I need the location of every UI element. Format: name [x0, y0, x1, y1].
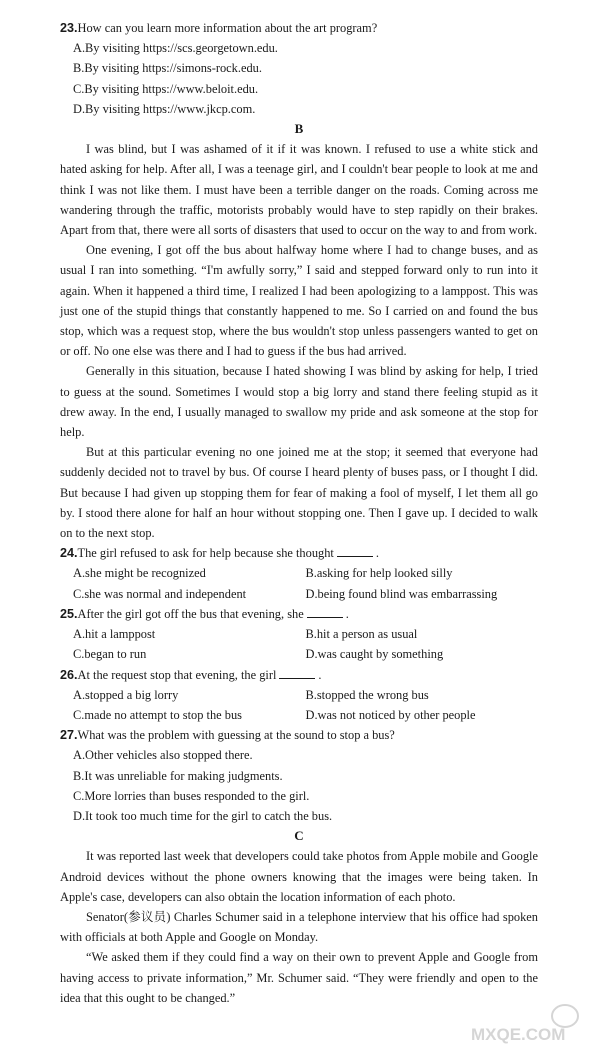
option-c: C.By visiting https://www.beloit.edu.	[73, 81, 259, 96]
answer-blank	[307, 607, 343, 618]
question-text: How can you learn more information about the art program?	[77, 21, 378, 35]
passage-b	[60, 139, 538, 543]
paragraph: Senator(参议员) Charles Schumer said in a telephone interview that his office had spoken with officials at both Apple and Google on Monday.	[60, 909, 538, 945]
paragraph: One evening, I got off the bus about halfway home where I had to change buses, and as usual I ran into something. “I'm awfully sorry,” I said and stepped forward only to run into it again. When it happened a third time, I realized I had been apologizing to a lamppost. This was just one of the stupid things that constantly happened to me. So I carried on and found the bus stop, which was a request stop, where the bus wouldn't stop unless passengers wanted to get on or off. No one else was there and I had to guess if the bus had arrived.	[60, 243, 538, 359]
option-b: B.stopped the wrong bus	[305, 687, 429, 702]
paragraph: It was reported last week that developers could take photos from Apple mobile and Google Android devices without the phone owners knowing that the images were being taken. In Apple's case, developers can also obtain the location information of each photo.	[60, 849, 538, 904]
option-a: A.hit a lamppost	[73, 627, 156, 642]
option-a: A.she might be recognized	[73, 566, 206, 581]
watermark-text: MXQE.COM	[471, 1025, 566, 1044]
option-b: B.asking for help looked silly	[305, 566, 453, 581]
option-b: B.hit a person as usual	[305, 627, 418, 642]
option-c: C.she was normal and independent	[73, 586, 247, 601]
question-text: After the girl got off the bus that evening, she	[77, 606, 304, 621]
option-d: D.It took too much time for the girl to catch the bus.	[73, 808, 333, 823]
option-row	[60, 705, 538, 725]
question-number: 24.	[60, 546, 78, 561]
section-title-b: B	[294, 121, 304, 137]
watermark-logo-icon	[467, 1002, 587, 1046]
paragraph: “We asked them if they could find a way on their own to prevent Apple and Google from having access to private information,” Mr. Schumer said. “They were friendly and open to the idea that this ought to be changed.”	[60, 950, 538, 1005]
option-row	[60, 624, 538, 644]
option-b: B.By visiting https://simons-rock.edu.	[73, 61, 262, 76]
option-row	[60, 584, 538, 604]
question-25	[60, 604, 538, 665]
option-d: D.By visiting https://www.jkcp.com.	[73, 101, 256, 116]
option-c: C.More lorries than buses responded to the girl.	[73, 788, 310, 803]
option-d: D.was not noticed by other people	[305, 707, 476, 722]
question-24	[60, 543, 538, 604]
paragraph: Generally in this situation, because I hated showing I was blind by asking for help, I tried to guess at the sound. Sometimes I would stop a big lorry and stand there feeling stupid as it drew away. In the end, I usually managed to swallow my pride and ask someone at the stop for help.	[60, 364, 538, 440]
option-b: B.It was unreliable for making judgments.	[73, 768, 283, 783]
paragraph: But at this particular evening no one joined me at the stop; it seemed that everyone had suddenly decided not to travel by bus. Of course I heard plenty of buses pass, or I thought I did. But because I had given up stopping them for fear of making a fool of myself, I let them all go by. I stood there alone for half an hour without stopping one. Then I gave up. I decided to walk on to the next stop.	[60, 445, 538, 541]
question-text-end: .	[345, 606, 349, 621]
question-number: 25.	[60, 606, 78, 621]
option-row	[60, 563, 538, 583]
question-stem	[60, 18, 538, 38]
question-27	[60, 725, 538, 826]
option-a: A.Other vehicles also stopped there.	[73, 748, 253, 763]
option-row	[60, 685, 538, 705]
question-text: At the request stop that evening, the girl	[77, 667, 277, 682]
option-a: A.stopped a big lorry	[73, 687, 179, 702]
question-text-end: .	[318, 667, 322, 682]
question-stem	[60, 604, 538, 624]
answer-blank	[279, 668, 315, 679]
question-text-end: .	[375, 546, 379, 561]
question-number: 27.	[60, 728, 78, 743]
option-a: A.By visiting https://scs.georgetown.edu.	[73, 41, 278, 56]
question-number: 26.	[60, 667, 78, 682]
question-number: 23.	[60, 21, 78, 35]
paragraph: I was blind, but I was ashamed of it if it was known. I refused to use a white stick and hated asking for help. After all, I was a teenage girl, and I couldn't bear people to look at me and think I was not like them. I must have been a terrible danger on the roads. Coming across me wandering through the traffic, motorists probably would have to step rapidly on their brakes. Apart from that, there were all sorts of disasters that used to occur on the way to and from work.	[60, 142, 538, 238]
option-c: C.began to run	[73, 647, 147, 662]
option-d: D.being found blind was embarrassing	[305, 586, 498, 601]
answer-blank	[337, 546, 373, 557]
question-stem	[60, 725, 538, 745]
question-stem	[60, 543, 538, 563]
question-text: The girl refused to ask for help because she thought	[77, 546, 334, 561]
exam-page	[60, 18, 538, 1008]
section-title-c: C	[294, 828, 304, 844]
option-row	[60, 644, 538, 664]
question-stem	[60, 665, 538, 685]
option-d: D.was caught by something	[305, 647, 444, 662]
question-26	[60, 665, 538, 726]
question-23	[60, 18, 538, 119]
question-text: What was the problem with guessing at the sound to stop a bus?	[77, 728, 395, 743]
option-c: C.made no attempt to stop the bus	[73, 707, 242, 722]
passage-c	[60, 846, 538, 1008]
